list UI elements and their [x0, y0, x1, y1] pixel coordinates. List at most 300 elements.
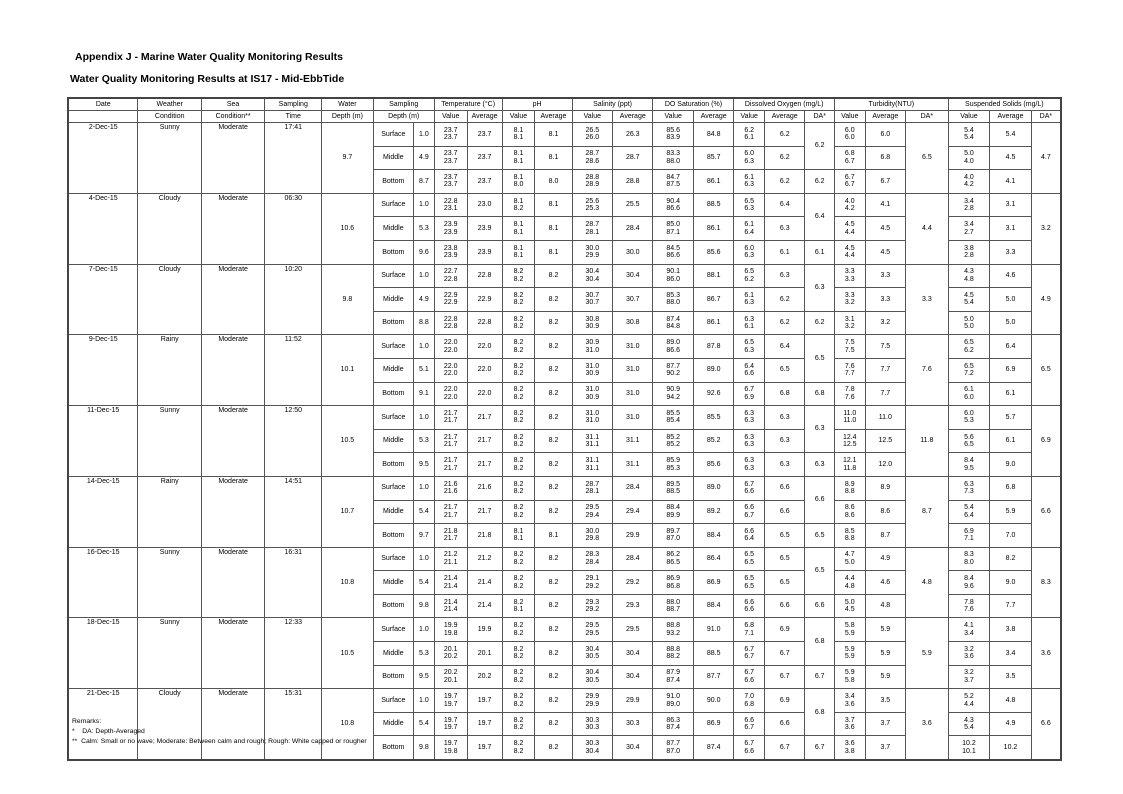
temperature-values: [434, 547, 467, 571]
dissolved-oxygen-average: 6.6: [765, 500, 805, 524]
suspended-solids-values: [948, 264, 990, 288]
water-depth-cell: 9.7: [322, 123, 373, 194]
reading-value: 30.0: [585, 527, 600, 535]
reading-value: 6.0: [744, 244, 755, 252]
reading-value: 5.0: [844, 598, 855, 606]
reading-value: 21.7: [443, 417, 458, 425]
reading-value: 29.2: [585, 606, 600, 614]
table-title: Water Quality Monitoring Results at IS17 - Mid-EbbTide: [70, 73, 345, 85]
level-name-cell: Bottom: [373, 311, 413, 335]
reading-value: 8.2: [513, 464, 524, 472]
reading-value: 6.6: [744, 527, 755, 535]
reading-value: 85.9: [666, 457, 681, 465]
reading-value: 21.4: [443, 575, 458, 583]
reading-value: 6.4: [964, 511, 974, 519]
reading-value: 87.4: [666, 676, 681, 684]
reading-value: 8.2: [513, 582, 524, 590]
sea-condition-cell: Moderate: [201, 406, 264, 477]
suspended-solids-da: 6.5: [1031, 335, 1061, 406]
temperature-values: [434, 170, 467, 194]
remarks-heading: Remarks:: [72, 718, 102, 725]
reading-value: 28.7: [585, 150, 600, 158]
reading-value: 30.4: [585, 268, 600, 276]
reading-value: 85.2: [666, 433, 681, 441]
reading-value: 6.5: [744, 575, 755, 583]
sub-value: Value: [502, 111, 535, 123]
reading-value: 30.9: [585, 393, 600, 401]
reading-value: 7.1: [744, 629, 755, 637]
sampling-depth-cell: 1.0: [414, 193, 435, 217]
col-sea: Sea: [201, 98, 264, 111]
dissolved-oxygen-values: [734, 712, 765, 736]
reading-value: 8.2: [513, 441, 524, 449]
table-row: [68, 689, 1061, 713]
suspended-solids-da: 3.2: [1031, 193, 1061, 264]
reading-value: 31.0: [585, 346, 600, 354]
suspended-solids-values: [948, 358, 990, 382]
salinity-average: 29.4: [613, 500, 653, 524]
suspended-solids-average: 8.2: [990, 547, 1032, 571]
reading-value: 22.7: [443, 268, 458, 276]
reading-value: 86.6: [666, 346, 681, 354]
sampling-depth-cell: 5.3: [414, 429, 435, 453]
col-turbidity: Turbidity(NTU): [834, 98, 948, 111]
reading-value: 9.5: [964, 464, 974, 472]
do-saturation-average: 85.6: [693, 240, 733, 264]
reading-value: 84.5: [666, 244, 681, 252]
reading-value: 7.8: [844, 386, 855, 394]
turbidity-values: [834, 358, 865, 382]
weather-cell: Sunny: [138, 406, 201, 477]
reading-value: 8.1: [513, 244, 524, 252]
reading-value: 20.1: [443, 676, 458, 684]
salinity-average: 31.1: [613, 429, 653, 453]
dissolved-oxygen-average: 6.6: [765, 476, 805, 500]
reading-value: 8.6: [844, 511, 855, 519]
suspended-solids-average: 6.1: [990, 429, 1032, 453]
turbidity-average: 11.0: [865, 406, 905, 430]
turbidity-values: [834, 689, 865, 713]
reading-value: 8.2: [513, 488, 524, 496]
temperature-values: [434, 382, 467, 406]
do-saturation-average: 88.4: [693, 524, 733, 548]
dissolved-oxygen-average: 6.3: [765, 264, 805, 288]
reading-value: 19.7: [443, 716, 458, 724]
do-saturation-values: [653, 618, 693, 642]
reading-value: 4.7: [844, 551, 855, 559]
reading-value: 3.7: [964, 676, 974, 684]
weather-cell: Rainy: [138, 335, 201, 406]
reading-value: 87.4: [666, 315, 681, 323]
dissolved-oxygen-bottom-da: 6.7: [805, 736, 835, 760]
temperature-values: [434, 665, 467, 689]
reading-value: 29.2: [585, 582, 600, 590]
salinity-values: [572, 170, 612, 194]
suspended-solids-values: [948, 217, 990, 241]
dissolved-oxygen-average: 6.1: [765, 240, 805, 264]
reading-value: 5.0: [844, 558, 855, 566]
suspended-solids-values: [948, 594, 990, 618]
turbidity-average: 8.6: [865, 500, 905, 524]
reading-value: 8.2: [513, 716, 524, 724]
level-name-cell: Middle: [373, 429, 413, 453]
reading-value: 4.4: [844, 252, 855, 260]
salinity-average: 30.3: [613, 712, 653, 736]
suspended-solids-da: 4.7: [1031, 123, 1061, 194]
do-saturation-average: 89.0: [693, 476, 733, 500]
do-saturation-values: [653, 170, 693, 194]
salinity-average: 30.4: [613, 736, 653, 760]
reading-value: 21.7: [443, 409, 458, 417]
level-name-cell: Middle: [373, 217, 413, 241]
do-saturation-average: 92.6: [693, 382, 733, 406]
temperature-values: [434, 240, 467, 264]
ph-values: [502, 736, 535, 760]
ph-values: [502, 193, 535, 217]
reading-value: 8.4: [964, 575, 974, 583]
temperature-values: [434, 335, 467, 359]
do-saturation-average: 85.2: [693, 429, 733, 453]
dissolved-oxygen-bottom-da: 6.3: [805, 453, 835, 477]
salinity-average: 29.3: [613, 594, 653, 618]
turbidity-values: [834, 476, 865, 500]
date-cell: 2-Dec-15: [68, 123, 138, 194]
reading-value: 6.2: [744, 126, 755, 134]
do-saturation-values: [653, 288, 693, 312]
ph-values: [502, 146, 535, 170]
reading-value: 3.8: [964, 244, 974, 252]
sub-value: Value: [834, 111, 865, 123]
reading-value: 21.4: [443, 582, 458, 590]
turbidity-da: 5.9: [906, 618, 949, 689]
sampling-depth-cell: 5.3: [414, 642, 435, 666]
reading-value: 26.0: [585, 134, 600, 142]
reading-value: 6.6: [744, 716, 755, 724]
reading-value: 8.2: [513, 575, 524, 583]
reading-value: 21.7: [443, 504, 458, 512]
salinity-values: [572, 311, 612, 335]
sub-average: Average: [693, 111, 733, 123]
reading-value: 84.8: [666, 323, 681, 331]
sampling-time-cell: 14:51: [265, 476, 322, 547]
reading-value: 21.7: [443, 511, 458, 519]
level-name-cell: Surface: [373, 264, 413, 288]
salinity-average: 28.4: [613, 217, 653, 241]
temperature-values: [434, 524, 467, 548]
turbidity-average: 6.7: [865, 170, 905, 194]
reading-value: 22.9: [443, 299, 458, 307]
reading-value: 11.8: [843, 464, 857, 472]
reading-value: 87.9: [666, 669, 681, 677]
level-name-cell: Bottom: [373, 665, 413, 689]
level-name-cell: Surface: [373, 476, 413, 500]
reading-value: 85.4: [666, 417, 681, 425]
temperature-average: 21.7: [467, 453, 502, 477]
do-saturation-values: [653, 311, 693, 335]
suspended-solids-average: 5.4: [990, 123, 1032, 147]
reading-value: 8.2: [513, 291, 524, 299]
temperature-average: 21.6: [467, 476, 502, 500]
turbidity-average: 12.5: [865, 429, 905, 453]
reading-value: 6.7: [744, 653, 755, 661]
turbidity-average: 3.5: [865, 689, 905, 713]
suspended-solids-average: 3.8: [990, 618, 1032, 642]
reading-value: 8.5: [844, 527, 855, 535]
reading-value: 8.1: [513, 221, 524, 229]
suspended-solids-average: 7.0: [990, 524, 1032, 548]
reading-value: 8.1: [513, 173, 524, 181]
weather-cell: Rainy: [138, 476, 201, 547]
reading-value: 89.9: [666, 511, 681, 519]
sampling-depth-cell: 9.7: [414, 524, 435, 548]
reading-value: 6.5: [964, 441, 974, 449]
suspended-solids-values: [948, 170, 990, 194]
salinity-values: [572, 500, 612, 524]
dissolved-oxygen-average: 6.9: [765, 689, 805, 713]
temperature-average: 23.0: [467, 193, 502, 217]
sampling-depth-cell: 5.4: [414, 500, 435, 524]
reading-value: 5.0: [964, 323, 974, 331]
level-name-cell: Bottom: [373, 453, 413, 477]
suspended-solids-da: 6.9: [1031, 406, 1061, 477]
salinity-average: 30.4: [613, 264, 653, 288]
reading-value: 3.8: [844, 747, 855, 755]
dissolved-oxygen-da: 6.5: [805, 335, 835, 382]
sampling-depth-cell: 9.5: [414, 665, 435, 689]
suspended-solids-average: 9.0: [990, 571, 1032, 595]
do-saturation-average: 86.7: [693, 288, 733, 312]
level-name-cell: Middle: [373, 146, 413, 170]
temperature-average: 21.2: [467, 547, 502, 571]
suspended-solids-average: 9.0: [990, 453, 1032, 477]
dissolved-oxygen-values: [734, 311, 765, 335]
sub-average: Average: [865, 111, 905, 123]
dissolved-oxygen-values: [734, 240, 765, 264]
reading-value: 8.9: [844, 480, 855, 488]
dissolved-oxygen-bottom-da: 6.7: [805, 665, 835, 689]
turbidity-values: [834, 547, 865, 571]
do-saturation-values: [653, 453, 693, 477]
sampling-depth-cell: 9.1: [414, 382, 435, 406]
salinity-values: [572, 736, 612, 760]
reading-value: 20.2: [443, 669, 458, 677]
reading-value: 7.3: [964, 488, 974, 496]
sea-condition-cell: Moderate: [201, 264, 264, 335]
reading-value: 29.8: [585, 535, 600, 543]
sub-average: Average: [990, 111, 1032, 123]
reading-value: 22.0: [443, 393, 458, 401]
ph-average: 8.2: [535, 264, 572, 288]
do-saturation-values: [653, 217, 693, 241]
date-cell: 7-Dec-15: [68, 264, 138, 335]
reading-value: 3.4: [964, 221, 974, 229]
sampling-depth-cell: 8.8: [414, 311, 435, 335]
reading-value: 85.0: [666, 221, 681, 229]
reading-value: 4.2: [844, 205, 855, 213]
salinity-values: [572, 335, 612, 359]
reading-value: 8.2: [513, 275, 524, 283]
reading-value: 31.1: [585, 433, 600, 441]
reading-value: 89.0: [666, 700, 681, 708]
dissolved-oxygen-values: [734, 689, 765, 713]
do-saturation-average: 88.1: [693, 264, 733, 288]
ph-average: 8.1: [535, 123, 572, 147]
appendix-title: Appendix J - Marine Water Quality Monitoring Results: [75, 51, 343, 63]
temperature-average: 21.8: [467, 524, 502, 548]
ph-average: 8.2: [535, 736, 572, 760]
remarks: [72, 717, 367, 747]
turbidity-average: 12.0: [865, 453, 905, 477]
salinity-average: 31.0: [613, 382, 653, 406]
turbidity-average: 6.0: [865, 123, 905, 147]
do-saturation-values: [653, 335, 693, 359]
ph-average: 8.2: [535, 358, 572, 382]
reading-value: 86.5: [666, 558, 681, 566]
temperature-average: 23.7: [467, 146, 502, 170]
temperature-average: 21.4: [467, 571, 502, 595]
dissolved-oxygen-values: [734, 123, 765, 147]
reading-value: 29.5: [585, 629, 600, 637]
do-saturation-average: 89.2: [693, 500, 733, 524]
dissolved-oxygen-da: 6.8: [805, 618, 835, 665]
reading-value: 86.6: [666, 205, 681, 213]
reading-value: 8.1: [513, 126, 524, 134]
reading-value: 21.7: [443, 433, 458, 441]
sampling-time-cell: 11:52: [265, 335, 322, 406]
reading-value: 6.1: [744, 134, 755, 142]
suspended-solids-average: 4.5: [990, 146, 1032, 170]
turbidity-values: [834, 429, 865, 453]
sampling-depth-cell: 1.0: [414, 547, 435, 571]
col-dissolved-oxygen: Dissolved Oxygen (mg/L): [734, 98, 835, 111]
level-name-cell: Surface: [373, 406, 413, 430]
reading-value: 6.7: [744, 511, 755, 519]
date-cell: 21-Dec-15: [68, 689, 138, 760]
salinity-average: 31.1: [613, 453, 653, 477]
do-saturation-values: [653, 665, 693, 689]
turbidity-average: 4.5: [865, 240, 905, 264]
reading-value: 7.8: [964, 598, 974, 606]
reading-value: 21.7: [443, 441, 458, 449]
reading-value: 8.1: [513, 606, 524, 614]
ph-values: [502, 358, 535, 382]
reading-value: 6.6: [744, 606, 755, 614]
dissolved-oxygen-average: 6.2: [765, 170, 805, 194]
do-saturation-average: 87.8: [693, 335, 733, 359]
ph-average: 8.2: [535, 335, 572, 359]
reading-value: 90.2: [666, 370, 681, 378]
reading-value: 6.2: [744, 275, 755, 283]
dissolved-oxygen-values: [734, 618, 765, 642]
level-name-cell: Bottom: [373, 240, 413, 264]
ph-average: 8.2: [535, 500, 572, 524]
reading-value: 30.4: [585, 747, 600, 755]
salinity-values: [572, 524, 612, 548]
do-saturation-values: [653, 240, 693, 264]
reading-value: 19.8: [443, 747, 458, 755]
dissolved-oxygen-values: [734, 406, 765, 430]
salinity-average: 30.8: [613, 311, 653, 335]
reading-value: 8.2: [513, 393, 524, 401]
reading-value: 8.0: [513, 181, 524, 189]
level-name-cell: Bottom: [373, 382, 413, 406]
sub-average: Average: [765, 111, 805, 123]
suspended-solids-values: [948, 476, 990, 500]
reading-value: 8.2: [513, 504, 524, 512]
reading-value: 25.3: [585, 205, 600, 213]
dissolved-oxygen-average: 6.6: [765, 594, 805, 618]
weather-cell: Cloudy: [138, 193, 201, 264]
do-saturation-average: 86.4: [693, 547, 733, 571]
dissolved-oxygen-bottom-da: 6.8: [805, 382, 835, 406]
reading-value: 6.3: [744, 457, 755, 465]
salinity-values: [572, 406, 612, 430]
dissolved-oxygen-values: [734, 642, 765, 666]
dissolved-oxygen-average: 6.3: [765, 429, 805, 453]
reading-value: 6.6: [744, 488, 755, 496]
turbidity-average: 8.7: [865, 524, 905, 548]
reading-value: 93.2: [666, 629, 681, 637]
suspended-solids-values: [948, 571, 990, 595]
reading-value: 87.4: [666, 724, 681, 732]
dissolved-oxygen-da: 6.3: [805, 264, 835, 311]
sampling-depth-cell: 9.8: [414, 736, 435, 760]
dissolved-oxygen-average: 6.7: [765, 665, 805, 689]
col-sampling-depth: Sampling: [373, 98, 434, 111]
sea-condition-cell: Moderate: [201, 335, 264, 406]
date-cell: 14-Dec-15: [68, 476, 138, 547]
reading-value: 8.2: [513, 724, 524, 732]
do-saturation-values: [653, 500, 693, 524]
salinity-values: [572, 476, 612, 500]
ph-values: [502, 547, 535, 571]
reading-value: 9.6: [964, 582, 974, 590]
temperature-average: 22.9: [467, 288, 502, 312]
temperature-average: 20.1: [467, 642, 502, 666]
level-name-cell: Surface: [373, 547, 413, 571]
salinity-average: 30.4: [613, 665, 653, 689]
reading-value: 8.1: [513, 527, 524, 535]
reading-value: 6.9: [964, 527, 974, 535]
reading-value: 6.8: [744, 622, 755, 630]
do-saturation-average: 91.0: [693, 618, 733, 642]
temperature-average: 22.8: [467, 311, 502, 335]
sampling-depth-cell: 5.3: [414, 217, 435, 241]
temperature-values: [434, 642, 467, 666]
reading-value: 8.2: [513, 346, 524, 354]
ph-values: [502, 689, 535, 713]
reading-value: 6.3: [744, 417, 755, 425]
ph-values: [502, 288, 535, 312]
turbidity-average: 7.5: [865, 335, 905, 359]
reading-value: 4.5: [844, 221, 855, 229]
reading-value: 6.0: [844, 134, 855, 142]
reading-value: 22.0: [443, 346, 458, 354]
salinity-average: 29.5: [613, 618, 653, 642]
reading-value: 8.2: [513, 645, 524, 653]
reading-value: 6.0: [964, 409, 974, 417]
remark-sea-condition: ** Calm: Small or no wave; Moderate: Between calm and rough; Rough: White capped or rougher: [72, 738, 367, 745]
reading-value: 6.7: [844, 173, 855, 181]
reading-value: 6.5: [964, 362, 974, 370]
level-name-cell: Middle: [373, 571, 413, 595]
do-saturation-values: [653, 193, 693, 217]
sampling-depth-cell: 9.6: [414, 240, 435, 264]
sub-da: DA*: [1031, 111, 1061, 123]
col-do-saturation: DO Saturation (%): [653, 98, 734, 111]
reading-value: 6.2: [964, 346, 974, 354]
suspended-solids-values: [948, 524, 990, 548]
